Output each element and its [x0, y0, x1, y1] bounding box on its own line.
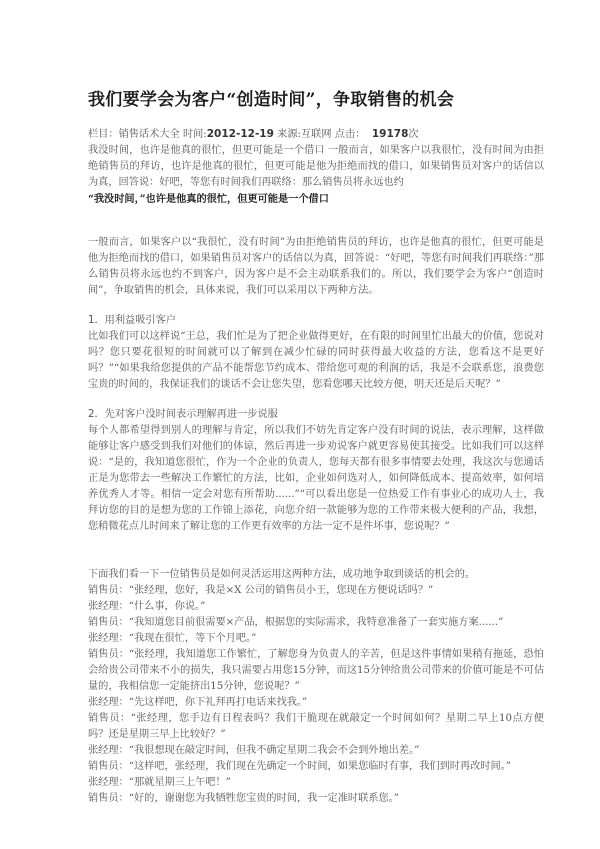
section-2-body: 每个人都希望得到别人的理解与肯定，所以我们不妨先肯定客户没有时间的说法，表示理解，这样做能够让客户感受到我们对他们的体谅，然后再进一步劝说客户就更容易使其接受。比如我们可以这样说：“是的，我知道您很忙，作为一个企业的负责人，您每天都有很多事情要去处理，我这次与您通话正是为您带去一些解决工作繁忙的方法，比如，企业如何选对人，如何降低成本、提高效率，如何培养优秀人才等。相信一定会对您有所帮助......”“可以看出您是一位热爱工作有事业心的成功人士，我拜访您的目的是想为您的工作锦上添花，向您介绍一款能够为您的工作带来极大便利的产品，我想，您稍微花点儿时间来了解让您的工作更有效率的方法一定不是件坏事，您说呢？” [88, 425, 544, 532]
dialogue-line: 销售员：“这样吧，张经理，我们现在先确定一个时间，如果您临时有事，我们到时再改时间。” [88, 761, 511, 772]
dialogue-line: 销售员：“张经理，我知道您工作繁忙，了解您身为负责人的辛苦，但是这件事情如果稍有拖延，恐怕会给贵公司带来不小的损失，我只需要占用您15分钟，而这15分钟给贵公司带来的价值可能是不可估量的，我相信您一定能挤出15分钟，您说呢？” [88, 649, 545, 692]
column-value: 销售话术大全 [118, 129, 180, 140]
section-1-heading: 1．用利益吸引客户 [88, 315, 176, 326]
clicks-unit: 次 [408, 129, 419, 140]
dialogue-line: 张经理：“那就星期三上午吧！” [88, 777, 231, 788]
dialogue-line: 张经理：“什么事，你说。” [88, 601, 206, 612]
source-label: 来源: [277, 129, 301, 140]
dialogue-intro: 下面我们看一下一位销售员是如何灵活运用这两种方法，成功地争取到谈话的机会的。 [88, 569, 476, 580]
article-title: 我们要学会为客户“创造时间”，争取销售的机会 [88, 90, 455, 110]
time-label: 时间: [182, 129, 207, 140]
dialogue-line: 销售员：“好的，谢谢您为我牺牲您宝贵的时间，我一定准时联系您。” [88, 793, 399, 804]
article [88, 88, 544, 807]
column-label: 栏目： [88, 129, 119, 140]
dialogue-line: 张经理：“我很想现在敲定时间，但我不确定星期二我会不会到外地出差。” [88, 745, 420, 756]
dialogue-line: 销售员：“张经理，您手边有日程表吗？我们干脆现在就敲定一个时间如何？星期二早上10点方便吗？还是星期三早上比较好？” [88, 713, 544, 740]
paragraph-1: 一般而言，如果客户以“我很忙，没有时间”为由拒绝销售员的拜访，也许是他真的很忙，但更可能是他为拒绝而找的借口，如果销售员对客户的话信以为真，回答说：“好吧，等您有时间我们再联络：”那么销售员将永远也约不到客户，因为客户是不会主动联系我们的。所以，我们要学会为客户“创造时间”，争取销售的机会，具体来说，我们可以采用以下两种方法。 [88, 237, 544, 296]
dialogue-line: 张经理：“我现在很忙，等下个月吧。” [88, 633, 257, 644]
clicks-label: 点击： [334, 129, 366, 140]
section-1-body: 比如我们可以这样说“王总，我们忙是为了把企业做得更好，在有限的时间里忙出最大的价值，您说对吗？您只要花很短的时间就可以了解到在减少忙碌的同时获得最大收益的方法，您看这不是更好吗？”“如果我给您提供的产品不能帮您节约成本、带给您可观的利润的话，我是不会联系您，浪费您宝贵的时间的，我保证我们的谈话不会让您失望，您看您哪天比较方便，明天还是后天呢？” [88, 331, 544, 390]
dialogue-line: 销售员：“张经理，您好，我是×X 公司的销售员小王，您现在方便说话吗？” [88, 585, 434, 596]
section-2-heading: 2．先对客户没时间表示理解再进一步说服 [88, 409, 278, 420]
source-value: 互联网 [300, 129, 332, 140]
intro-paragraph: 我没时间，也许是他真的很忙，但更可能是一个借口 一般而言，如果客户以我很忙，没有时间为由拒绝销售员的拜访，也许是他真的很忙，但更可能是他为拒绝而找的借口，如果销售员对客户的话信以为真，回答说：好吧，等您有时间我们再联络：那么销售员将永远也约 [88, 145, 544, 188]
dialogue-line: 销售员：“我知道您目前很需要×产品，根据您的实际需求，我特意准备了一套实施方案......” [88, 617, 504, 628]
clicks-value: 19178 [371, 128, 409, 140]
time-value: 2012-12-19 [206, 128, 274, 140]
bold-subheading: “我没时间，”也许是他真的很忙，但更可能是一个借口 [88, 193, 329, 205]
dialogue-line: 张经理：“先这样吧，你下礼拜再打电话来找我。” [88, 697, 308, 708]
article-meta [88, 126, 544, 143]
